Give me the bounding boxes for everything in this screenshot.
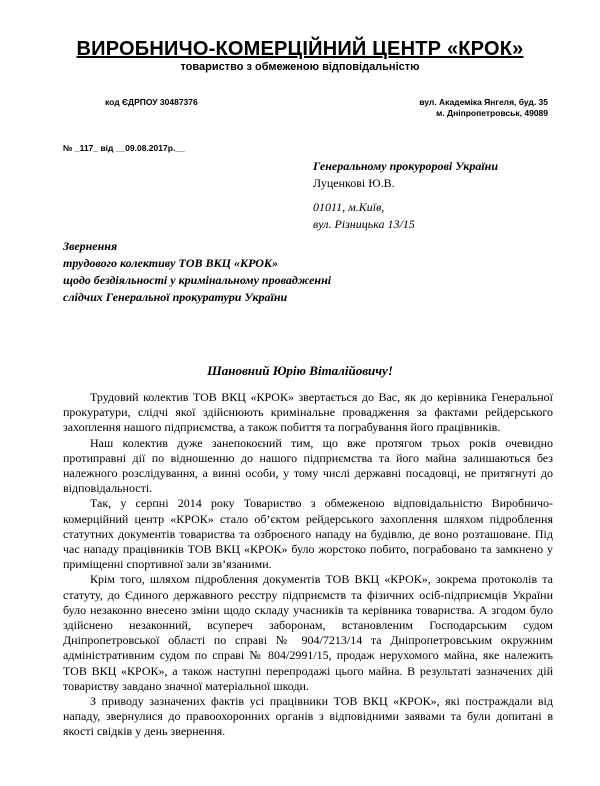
address-line-1: вул. Академіка Янгеля, буд. 35 [419, 97, 548, 107]
body-line: відповідальності. [63, 481, 153, 496]
letter-body [63, 390, 553, 740]
body-line: час нападу працівників ТОВ ВКЦ «КРОК» було жорстоко побито, пограбовано та замкнено у [63, 542, 553, 557]
paragraph-2 [63, 435, 553, 497]
recipient-block [313, 158, 498, 233]
body-line: здійснено незаконний, всупереч заборонам, встановленим Господарським судом [63, 618, 553, 633]
body-line: статутних документів товариства та озброєного нападу на будівлю, де воно розташоване. Під [63, 526, 553, 541]
body-line: було незаконно внесено зміни щодо складу учасників та керівника товариства. А згодом було [63, 602, 553, 617]
recipient-city: 01011, м.Київ, [313, 200, 385, 214]
body-line: Дніпропетровської області по справі № 904/7213/14 та Дніпропетровським окружним [63, 633, 553, 648]
body-line: нападу, звернулися до правоохоронних органів з відповідними заявами та були допитані в [63, 709, 553, 724]
paragraph-5 [63, 694, 553, 740]
subject-line-4: слідчих Генеральної прокуратури України [63, 290, 288, 304]
letter-subject [63, 238, 331, 306]
greeting: Шановний Юрію Віталійовичу! [207, 363, 393, 378]
recipient-street: вул. Різницька 13/15 [313, 217, 415, 231]
body-line: товариству завдано значної матеріальної шкоди. [63, 678, 309, 693]
body-line: ТОВ ВКЦ «КРОК», а також наступні перепродажі цього майна. В результаті зазначених дій [63, 663, 553, 678]
body-line: статуту, до Єдиного державного реєстру підприємств та фізичних осіб-підприємців України [63, 587, 553, 602]
edrpou-code: код ЄДРПОУ 30487376 [105, 97, 198, 107]
body-line: Крім того, шляхом підроблення документів ТОВ ВКЦ «КРОК», зокрема протоколів та [90, 572, 553, 587]
body-line: належного розслідування, а винні особи, у тому числі державні посадовці, не притягнуті до [63, 466, 553, 481]
body-line: прокуратури, слідчі якої здійснюють кримінальне провадження за фактами рейдерського [63, 405, 553, 420]
body-line: Наш колектив дуже занепокоєний тим, що вже протягом трьох років очевидно [90, 435, 553, 450]
body-line: адміністративним судом по справі № 804/2991/15, продаж нерухомого майна, яке належить [63, 648, 553, 663]
body-line: протиправні дії по відношенню до нашого підприємства та його майна залишаються без [63, 450, 553, 465]
body-line: З приводу зазначених фактів усі працівники ТОВ ВКЦ «КРОК», які постраждали від [90, 694, 553, 709]
paragraph-1 [63, 390, 553, 436]
company-type: товариство з обмеженою відповідальністю [180, 61, 420, 73]
company-name: ВИРОБНИЧО-КОМЕРЦІЙНИЙ ЦЕНТР «КРОК» [76, 38, 524, 60]
recipient-title: Генеральному прокуророві України [313, 159, 499, 173]
body-line: приміщенні спортивної зали зв’язаними. [63, 557, 272, 572]
paragraph-3 [63, 496, 553, 572]
company-address [419, 97, 548, 119]
subject-line-1: Звернення [63, 239, 118, 253]
body-line: захоплення нашого підприємства, а також побиття та пограбування його працівників. [63, 420, 501, 435]
outgoing-number: № _117_ від __09.08.2017р.__ [63, 143, 185, 153]
address-line-2: м. Дніпропетровськ, 49089 [436, 108, 548, 118]
subject-line-2: трудового колективу ТОВ ВКЦ «КРОК» [63, 256, 279, 270]
body-line: Так, у серпні 2014 року Товариство з обмеженою відповідальністю Виробничо- [90, 496, 553, 511]
body-line: якості свідків у день звернення. [63, 724, 226, 739]
subject-line-3: щодо бездіяльності у кримінальному провадженні [63, 273, 332, 287]
body-line: Трудовий колектив ТОВ ВКЦ «КРОК» звертається до Вас, як до керівника Генеральної [90, 390, 553, 404]
recipient-name: Луценкові Ю.В. [313, 176, 395, 190]
body-line: комерційний центр «КРОК» стало об’єктом рейдерського захоплення шляхом підроблення [63, 511, 553, 526]
paragraph-4 [63, 572, 553, 694]
